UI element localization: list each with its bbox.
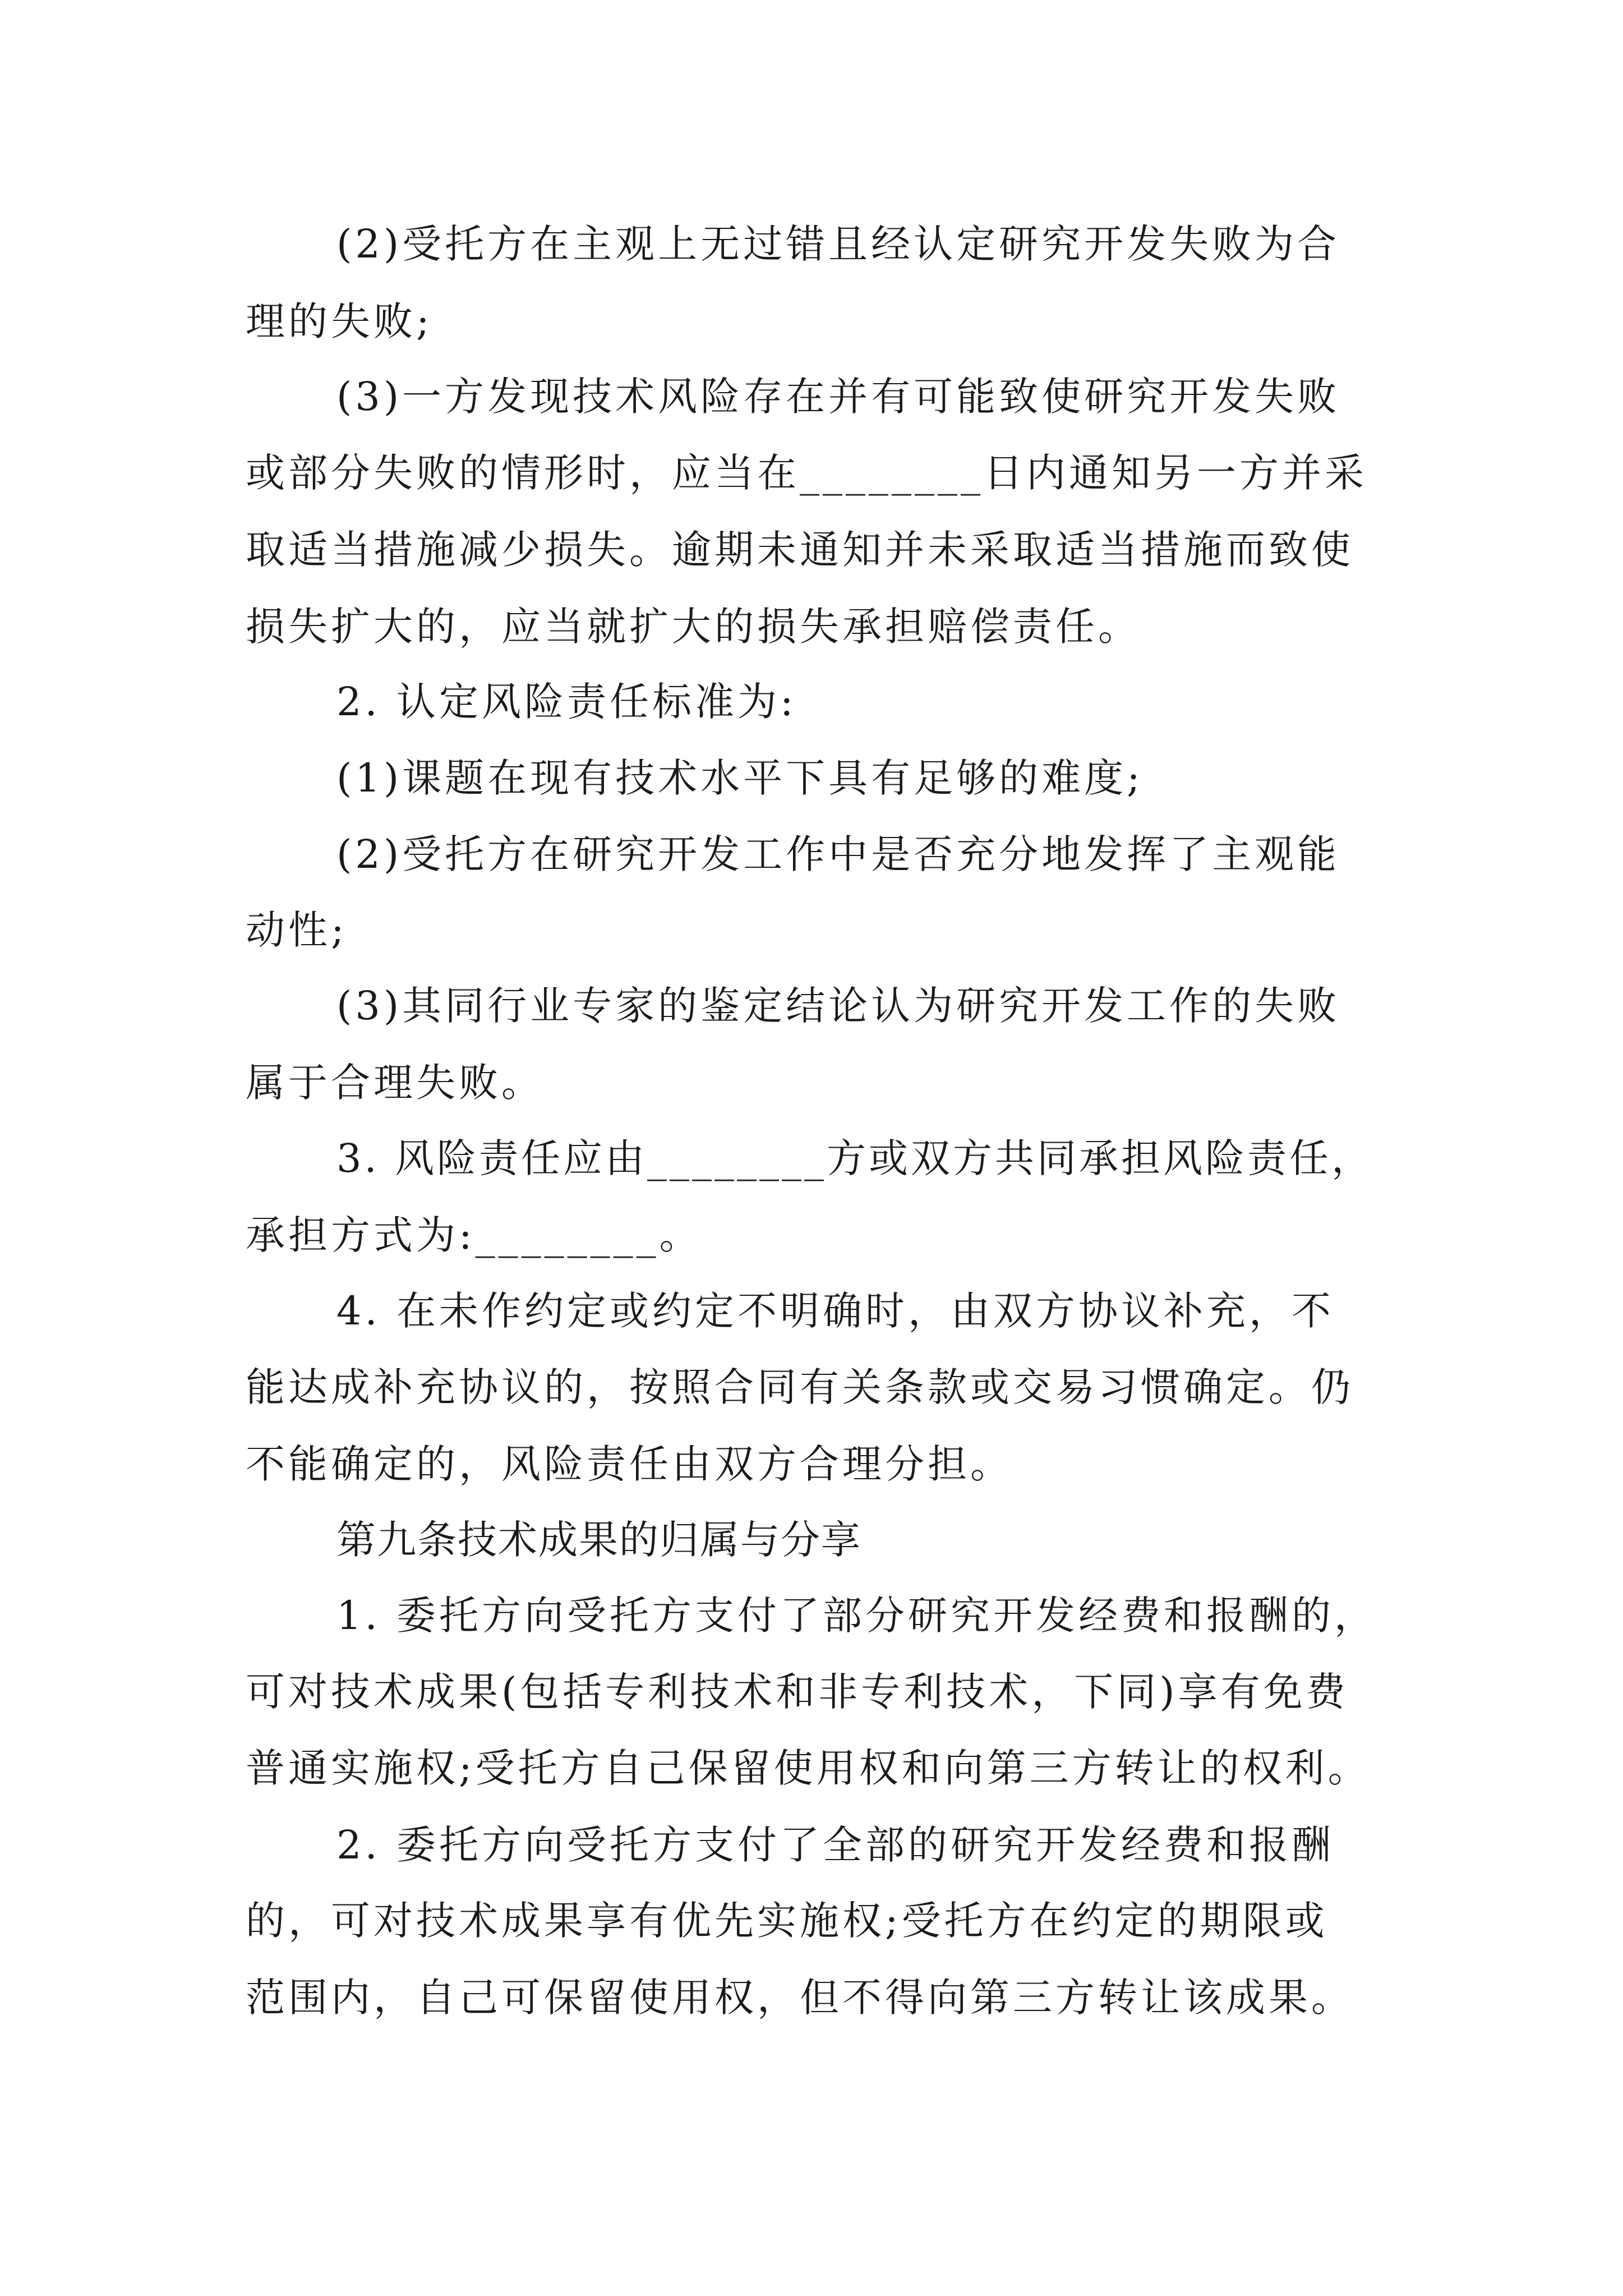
paragraph-line: 不能确定的，风险责任由双方合理分担。 xyxy=(246,1441,1013,1487)
paragraph-line: 动性; xyxy=(246,907,348,953)
paragraph-line: (2)受托方在主观上无过错且经认定研究开发失败为合 xyxy=(336,221,1340,267)
paragraph-line: 能达成补充协议的，按照合同有关条款或交易习惯确定。仍 xyxy=(246,1364,1354,1410)
paragraph-line: 可对技术成果(包括专利技术和非专利技术，下同)享有免费 xyxy=(246,1669,1349,1715)
paragraph-line: 的，可对技术成果享有优先实施权;受托方在约定的期限或 xyxy=(246,1898,1328,1944)
paragraph-line: 2. 认定风险责任标准为: xyxy=(336,679,797,725)
paragraph-line: 范围内，自己可保留使用权，但不得向第三方转让该成果。 xyxy=(246,1975,1354,2021)
paragraph-line: 取适当措施减少损失。逾期未通知并未采取适当措施而致使 xyxy=(246,527,1354,573)
paragraph-line: 1. 委托方向受托方支付了部分研究开发经费和报酬的， xyxy=(336,1593,1377,1639)
paragraph-line: (2)受托方在研究开发工作中是否充分地发挥了主观能 xyxy=(336,831,1340,877)
paragraph-line: 承担方式为:________。 xyxy=(246,1212,702,1258)
paragraph-line: (1)课题在现有技术水平下具有足够的难度; xyxy=(336,755,1144,801)
section-heading: 第九条技术成果的归属与分享 xyxy=(336,1517,861,1563)
paragraph-line: 属于合理失败。 xyxy=(246,1060,544,1106)
paragraph-line: 或部分失败的情形时，应当在________日内通知另一方并采 xyxy=(246,450,1367,496)
paragraph-line: 理的失败; xyxy=(246,298,433,344)
paragraph-line: 3. 风险责任应由________方或双方共同承担风险责任， xyxy=(336,1135,1374,1181)
paragraph-line: (3)其同行业专家的鉴定结论认为研究开发工作的失败 xyxy=(336,983,1340,1029)
paragraph-line: 2. 委托方向受托方支付了全部的研究开发经费和报酬 xyxy=(336,1822,1335,1868)
paragraph-line: (3)一方发现技术风险存在并有可能致使研究开发失败 xyxy=(336,374,1340,420)
paragraph-line: 普通实施权;受托方自己保留使用权和向第三方转让的权利。 xyxy=(246,1745,1371,1791)
paragraph-line: 损失扩大的，应当就扩大的损失承担赔偿责任。 xyxy=(246,604,1141,650)
paragraph-line: 4. 在未作约定或约定不明确时，由双方协议补充，不 xyxy=(336,1288,1335,1334)
